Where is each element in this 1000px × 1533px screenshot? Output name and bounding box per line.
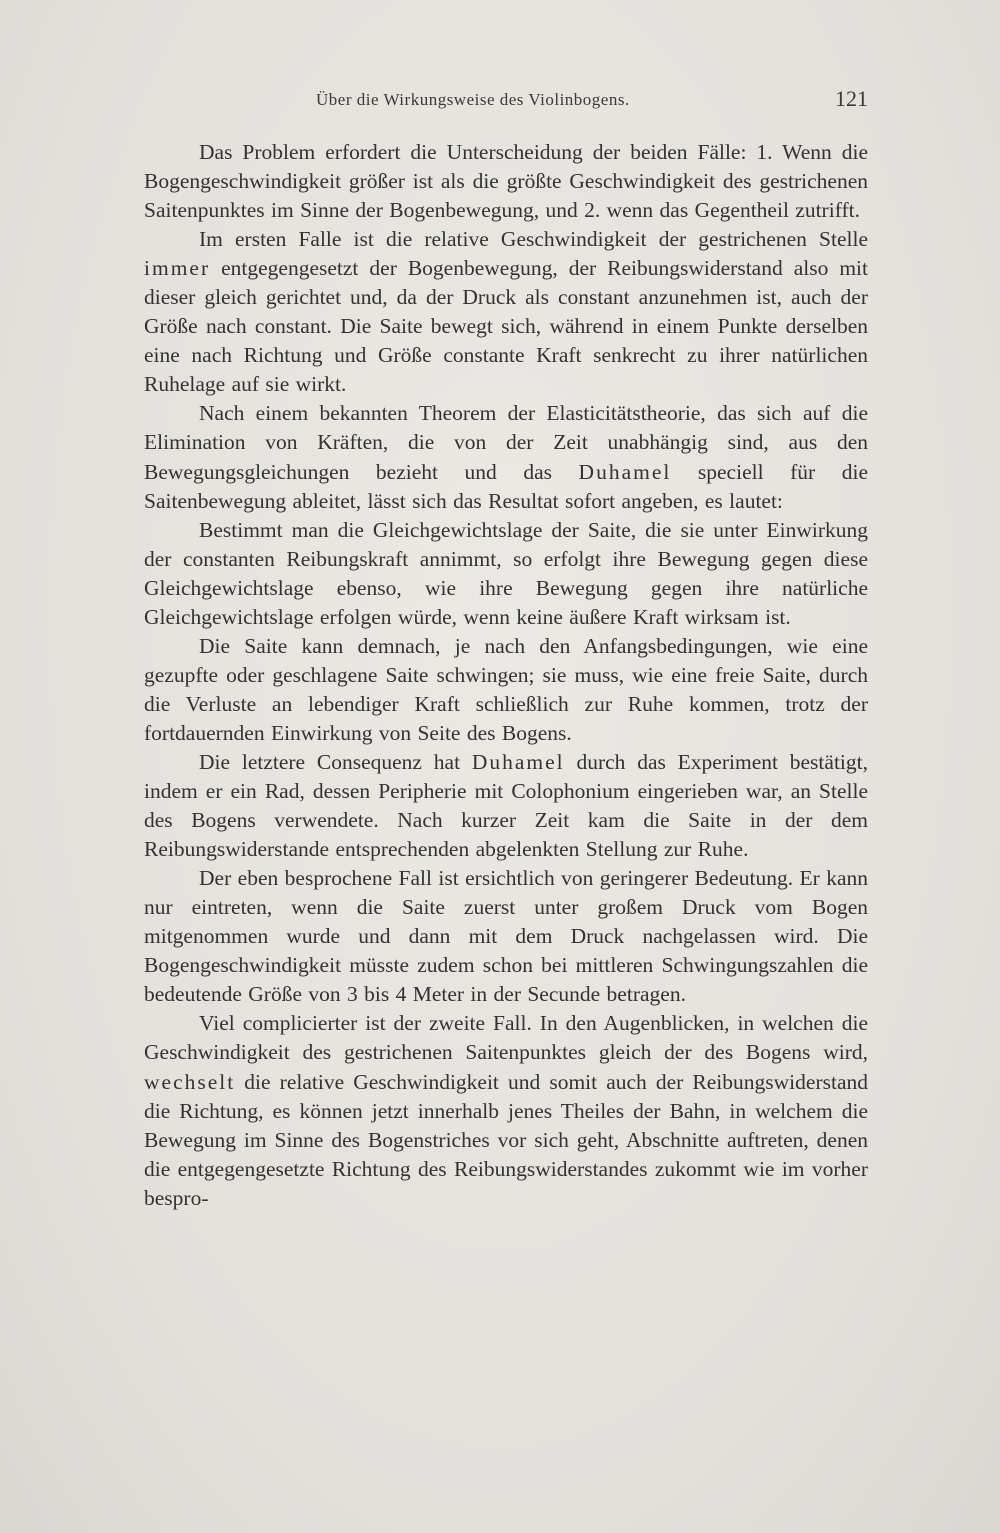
paragraph-2: Im ersten Falle ist die relative Geschwindigkeit der gestrichenen Stelle immer entgegengesetzt der Bogenbewegung, der Reibungswiderstand also mit dieser gleich gerichtet und, da der Druck als constant anzunehmen ist, auch der Größe nach constant. Die Saite bewegt sich, während in einem Punkte derselben eine nach Richtung und Größe constante Kraft senkrecht zu ihrer natürlichen Ruhelage auf sie wirkt. <box>144 227 868 397</box>
page-header <box>144 88 868 118</box>
spaced-emphasis: immer <box>144 256 211 281</box>
paragraph-3: Nach einem bekannten Theorem der Elasticitätstheorie, das sich auf die Elimination von Kräften, die von der Zeit unabhängig sind, aus den Bewegungsgleichungen bezieht und das Duhamel speciell für die Saitenbewegung ableitet, lässt sich das Resultat sofort angeben, es lautet: <box>144 401 868 513</box>
author-name: Duhamel <box>471 749 565 774</box>
body-text <box>144 138 868 1213</box>
page-number: 121 <box>835 86 868 111</box>
paragraph-5: Die Saite kann demnach, je nach den Anfangsbedingungen, wie eine gezupfte oder geschlagene Saite schwingen; sie muss, wie eine freie Saite, durch die Verluste an lebendiger Kraft schließlich zur Ruhe kommen, trotz der fortdauernden Einwirkung von Seite des Bogens. <box>144 633 868 745</box>
running-title: Über die Wirkungsweise des Violinbogens. <box>316 90 630 109</box>
paragraph-4: Bestimmt man die Gleichgewichtslage der Saite, die sie unter Einwirkung der constanten Reibungskraft annimmt, so erfolgt ihre Bewegung gegen diese Gleichgewichtslage ebenso, wie ihre Bewegung gegen ihre natürliche Gleichgewichtslage erfolgen würde, wenn keine äußere Kraft wirksam ist. <box>144 517 868 629</box>
paragraph-6: Die letztere Consequenz hat Duhamel durch das Experiment bestätigt, indem er ein Rad, dessen Peripherie mit Colophonium eingerieben war, an Stelle des Bogens verwendete. Nach kurzer Zeit kam die Saite in der dem Reibungswiderstande entsprechenden abgelenkten Stellung zur Ruhe. <box>144 749 868 862</box>
paragraph-8: Viel complicierter ist der zweite Fall. In den Augenblicken, in welchen die Geschwindigkeit des gestrichenen Saitenpunktes gleich der des Bogens wird, wechselt die relative Geschwindigkeit und somit auch der Reibungswiderstand die Richtung, es können jetzt innerhalb jenes Theiles der Bahn, in welchem die Bewegung im Sinne des Bogenstriches vor sich geht, Abschnitte auftreten, denen die entgegengesetzte Richtung des Reibungswiderstandes zukommt wie im vorher bespro- <box>144 1011 868 1210</box>
author-name: Duhamel <box>578 459 672 484</box>
paragraph-7: Der eben besprochene Fall ist ersichtlich von geringerer Bedeutung. Er kann nur eintreten, wenn die Saite zuerst unter großem Druck vom Bogen mitgenommen wurde und dann mit dem Druck nachgelassen wird. Die Bogengeschwindigkeit müsste zudem schon bei mittleren Schwingungszahlen die bedeutende Größe von 3 bis 4 Meter in der Secunde betragen. <box>144 866 868 1007</box>
spaced-emphasis: wechselt <box>144 1069 236 1094</box>
paragraph-1: Das Problem erfordert die Unterscheidung der beiden Fälle: 1. Wenn die Bogengeschwindigkeit größer ist als die größte Geschwindigkeit des gestrichenen Saitenpunktes im Sinne der Bogenbewegung, und 2. wenn das Gegentheil zutrifft. <box>144 140 868 223</box>
